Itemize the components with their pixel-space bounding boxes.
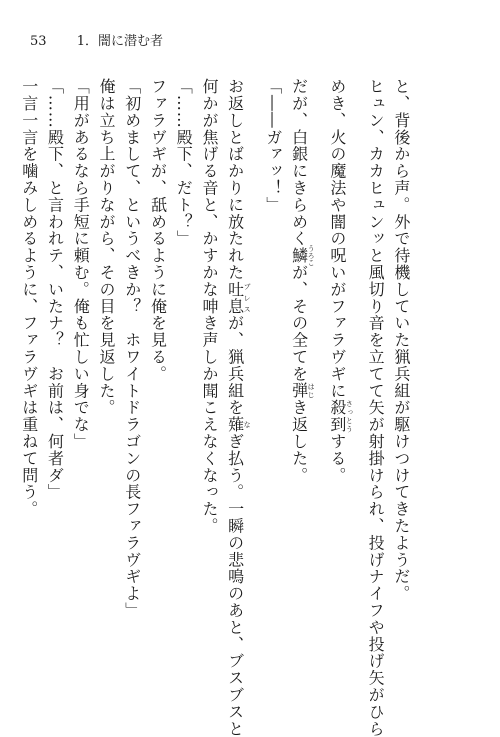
page-number: 53 bbox=[30, 34, 47, 49]
furigana-ruby: 殺到さっとう bbox=[327, 399, 354, 433]
running-header bbox=[30, 34, 163, 50]
text-line: 「――ガァッ！」 bbox=[263, 78, 283, 214]
text-line: ヒュン、カカヒュンッと風切り音を立てて矢が射掛けられ、投げナイフや投げ矢がひら bbox=[366, 78, 386, 737]
furigana-ruby: 鱗うろこ bbox=[289, 244, 316, 266]
text-line: めき、火の魔法や闇の呪いがファラヴギに殺到さっとうする。 bbox=[327, 78, 354, 484]
vertical-body-text bbox=[0, 78, 422, 737]
text-line: 俺は立ち上がりながら、その目を見返した。 bbox=[97, 78, 116, 416]
text-line: 「初めまして、というべきか？ ホワイトドラゴンの長ファラヴギよ」 bbox=[122, 78, 142, 619]
chapter-title: 1．闇に潜む者 bbox=[76, 34, 163, 49]
text-line: お返しとばかりに放たれた吐息ブレスが、猟兵組を薙なぎ払う。一瞬の悲鳴のあと、ブスブスと bbox=[225, 78, 252, 737]
text-line: 「……殿下、だト？」 bbox=[174, 78, 194, 247]
text-line: と、背後から声。外で待機していた猟兵組が駆けつけてきたようだ。 bbox=[391, 78, 411, 602]
text-line: ファラヴギが、舐めるように俺を見る。 bbox=[148, 78, 168, 383]
text-line: 「用があるなら手短に頼む。俺も忙しい身でな」 bbox=[71, 78, 91, 450]
text-line: 「……殿下、と言われテ、いたナ？ お前は、何者ダ」 bbox=[45, 78, 65, 501]
furigana-ruby: 吐息ブレス bbox=[225, 280, 252, 315]
furigana-ruby: 薙な bbox=[225, 416, 252, 433]
furigana-ruby: 弾はじ bbox=[289, 382, 316, 400]
text-line: 一言一言を噛みしめるように、ファラヴギは重ねて問う。 bbox=[19, 78, 39, 518]
text-line: 何かが焦げる音と、かすかな呻き声しか聞こえなくなった。 bbox=[199, 78, 219, 535]
text-line: だが、白銀にきらめく鱗うろこが、その全てを弾はじき返した。 bbox=[289, 78, 316, 484]
